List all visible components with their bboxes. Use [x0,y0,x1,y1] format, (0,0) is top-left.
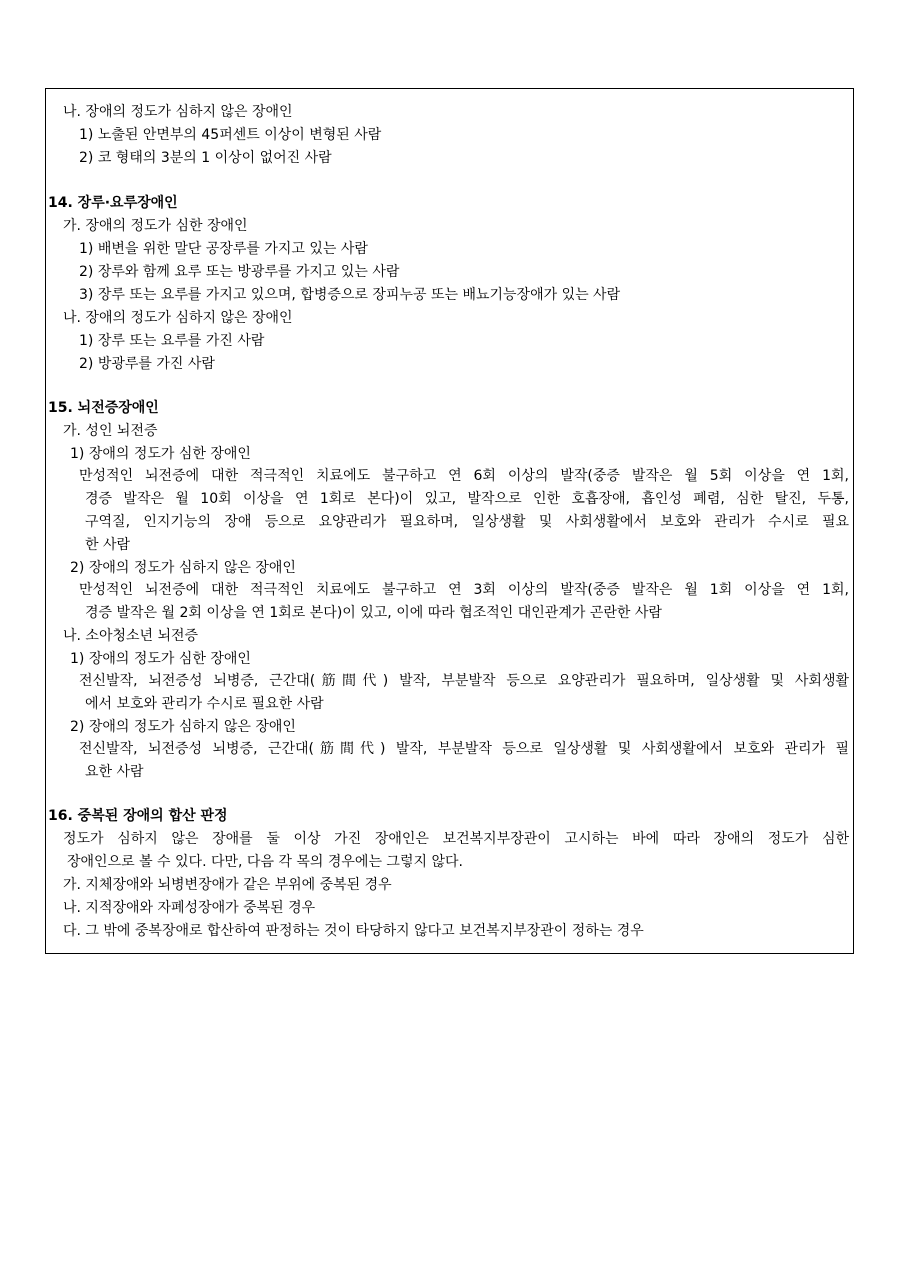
document-box [45,88,854,954]
section15-ga1-title: 1) 장애의 정도가 심한 장애인 [70,446,251,462]
section16-item-na: 나. 지적장애와 자폐성장애가 중복된 경우 [63,900,316,916]
section13-subsection-na: 나. 장애의 정도가 심하지 않은 장애인 [63,104,293,120]
section14-na-item-2: 2) 방광루를 가진 사람 [79,356,215,372]
section15-title: 15. 뇌전증장애인 [48,400,159,416]
section15-ga1-line-4: 한 사람 [85,537,131,553]
section15-na2-line-2: 요한 사람 [85,764,144,780]
section15-ga1-line-3: 구역질, 인지기능의 장애 등으로 요양관리가 필요하며, 일상생활 및 사회생활에서 보호와 관리가 수시로 필요 [85,514,849,530]
section15-ga2-title: 2) 장애의 정도가 심하지 않은 장애인 [70,560,296,576]
section15-ga2-line-1: 만성적인 뇌전증에 대한 적극적인 치료에도 불구하고 연 3회 이상의 발작(중증 발작은 월 1회 이상을 연 1회, [79,582,849,598]
section15-na2-title: 2) 장애의 정도가 심하지 않은 장애인 [70,719,296,735]
section16-intro-line-1: 정도가 심하지 않은 장애를 둘 이상 가진 장애인은 보건복지부장관이 고시하는 바에 따라 장애의 정도가 심한 [63,831,849,847]
section15-subsection-na: 나. 소아청소년 뇌전증 [63,628,199,644]
section16-intro-line-2: 장애인으로 볼 수 있다. 다만, 다음 각 목의 경우에는 그렇지 않다. [67,854,463,870]
section15-subsection-ga: 가. 성인 뇌전증 [63,423,158,439]
section15-na1-line-1: 전신발작, 뇌전증성 뇌병증, 근간대(筋間代) 발작, 부분발작 등으로 요양관리가 필요하며, 일상생활 및 사회생활 [79,673,849,689]
section14-na-item-1: 1) 장루 또는 요루를 가진 사람 [79,333,265,349]
section14-ga-item-1: 1) 배변을 위한 말단 공장루를 가지고 있는 사람 [79,241,368,257]
section14-ga-item-3: 3) 장루 또는 요루를 가지고 있으며, 합병증으로 장피누공 또는 배뇨기능장애가 있는 사람 [79,287,621,303]
section16-item-da: 다. 그 밖에 중복장애로 합산하여 판정하는 것이 타당하지 않다고 보건복지부장관이 정하는 경우 [63,923,644,939]
section15-ga2-line-2: 경증 발작은 월 2회 이상을 연 1회로 본다)이 있고, 이에 따라 협조적인 대인관계가 곤란한 사람 [85,605,662,621]
section16-title: 16. 중복된 장애의 합산 판정 [48,808,228,824]
section15-na2-line-1: 전신발작, 뇌전증성 뇌병증, 근간대(筋間代) 발작, 부분발작 등으로 일상생활 및 사회생활에서 보호와 관리가 필 [79,741,849,757]
section14-subsection-na: 나. 장애의 정도가 심하지 않은 장애인 [63,310,293,326]
section15-ga1-line-2: 경증 발작은 월 10회 이상을 연 1회로 본다)이 있고, 발작으로 인한 호흡장애, 흡인성 폐렴, 심한 탈진, 두통, [85,491,849,507]
section16-item-ga: 가. 지체장애와 뇌병변장애가 같은 부위에 중복된 경우 [63,877,392,893]
section13-item-1: 1) 노출된 안면부의 45퍼센트 이상이 변형된 사람 [79,127,382,143]
section14-title: 14. 장루·요루장애인 [48,195,178,211]
section15-na1-title: 1) 장애의 정도가 심한 장애인 [70,651,251,667]
section15-na1-line-2: 에서 보호와 관리가 수시로 필요한 사람 [85,696,324,712]
section15-ga1-line-1: 만성적인 뇌전증에 대한 적극적인 치료에도 불구하고 연 6회 이상의 발작(중증 발작은 월 5회 이상을 연 1회, [79,468,849,484]
section14-subsection-ga: 가. 장애의 정도가 심한 장애인 [63,218,248,234]
section14-ga-item-2: 2) 장루와 함께 요루 또는 방광루를 가지고 있는 사람 [79,264,400,280]
section13-item-2: 2) 코 형태의 3분의 1 이상이 없어진 사람 [79,150,332,166]
